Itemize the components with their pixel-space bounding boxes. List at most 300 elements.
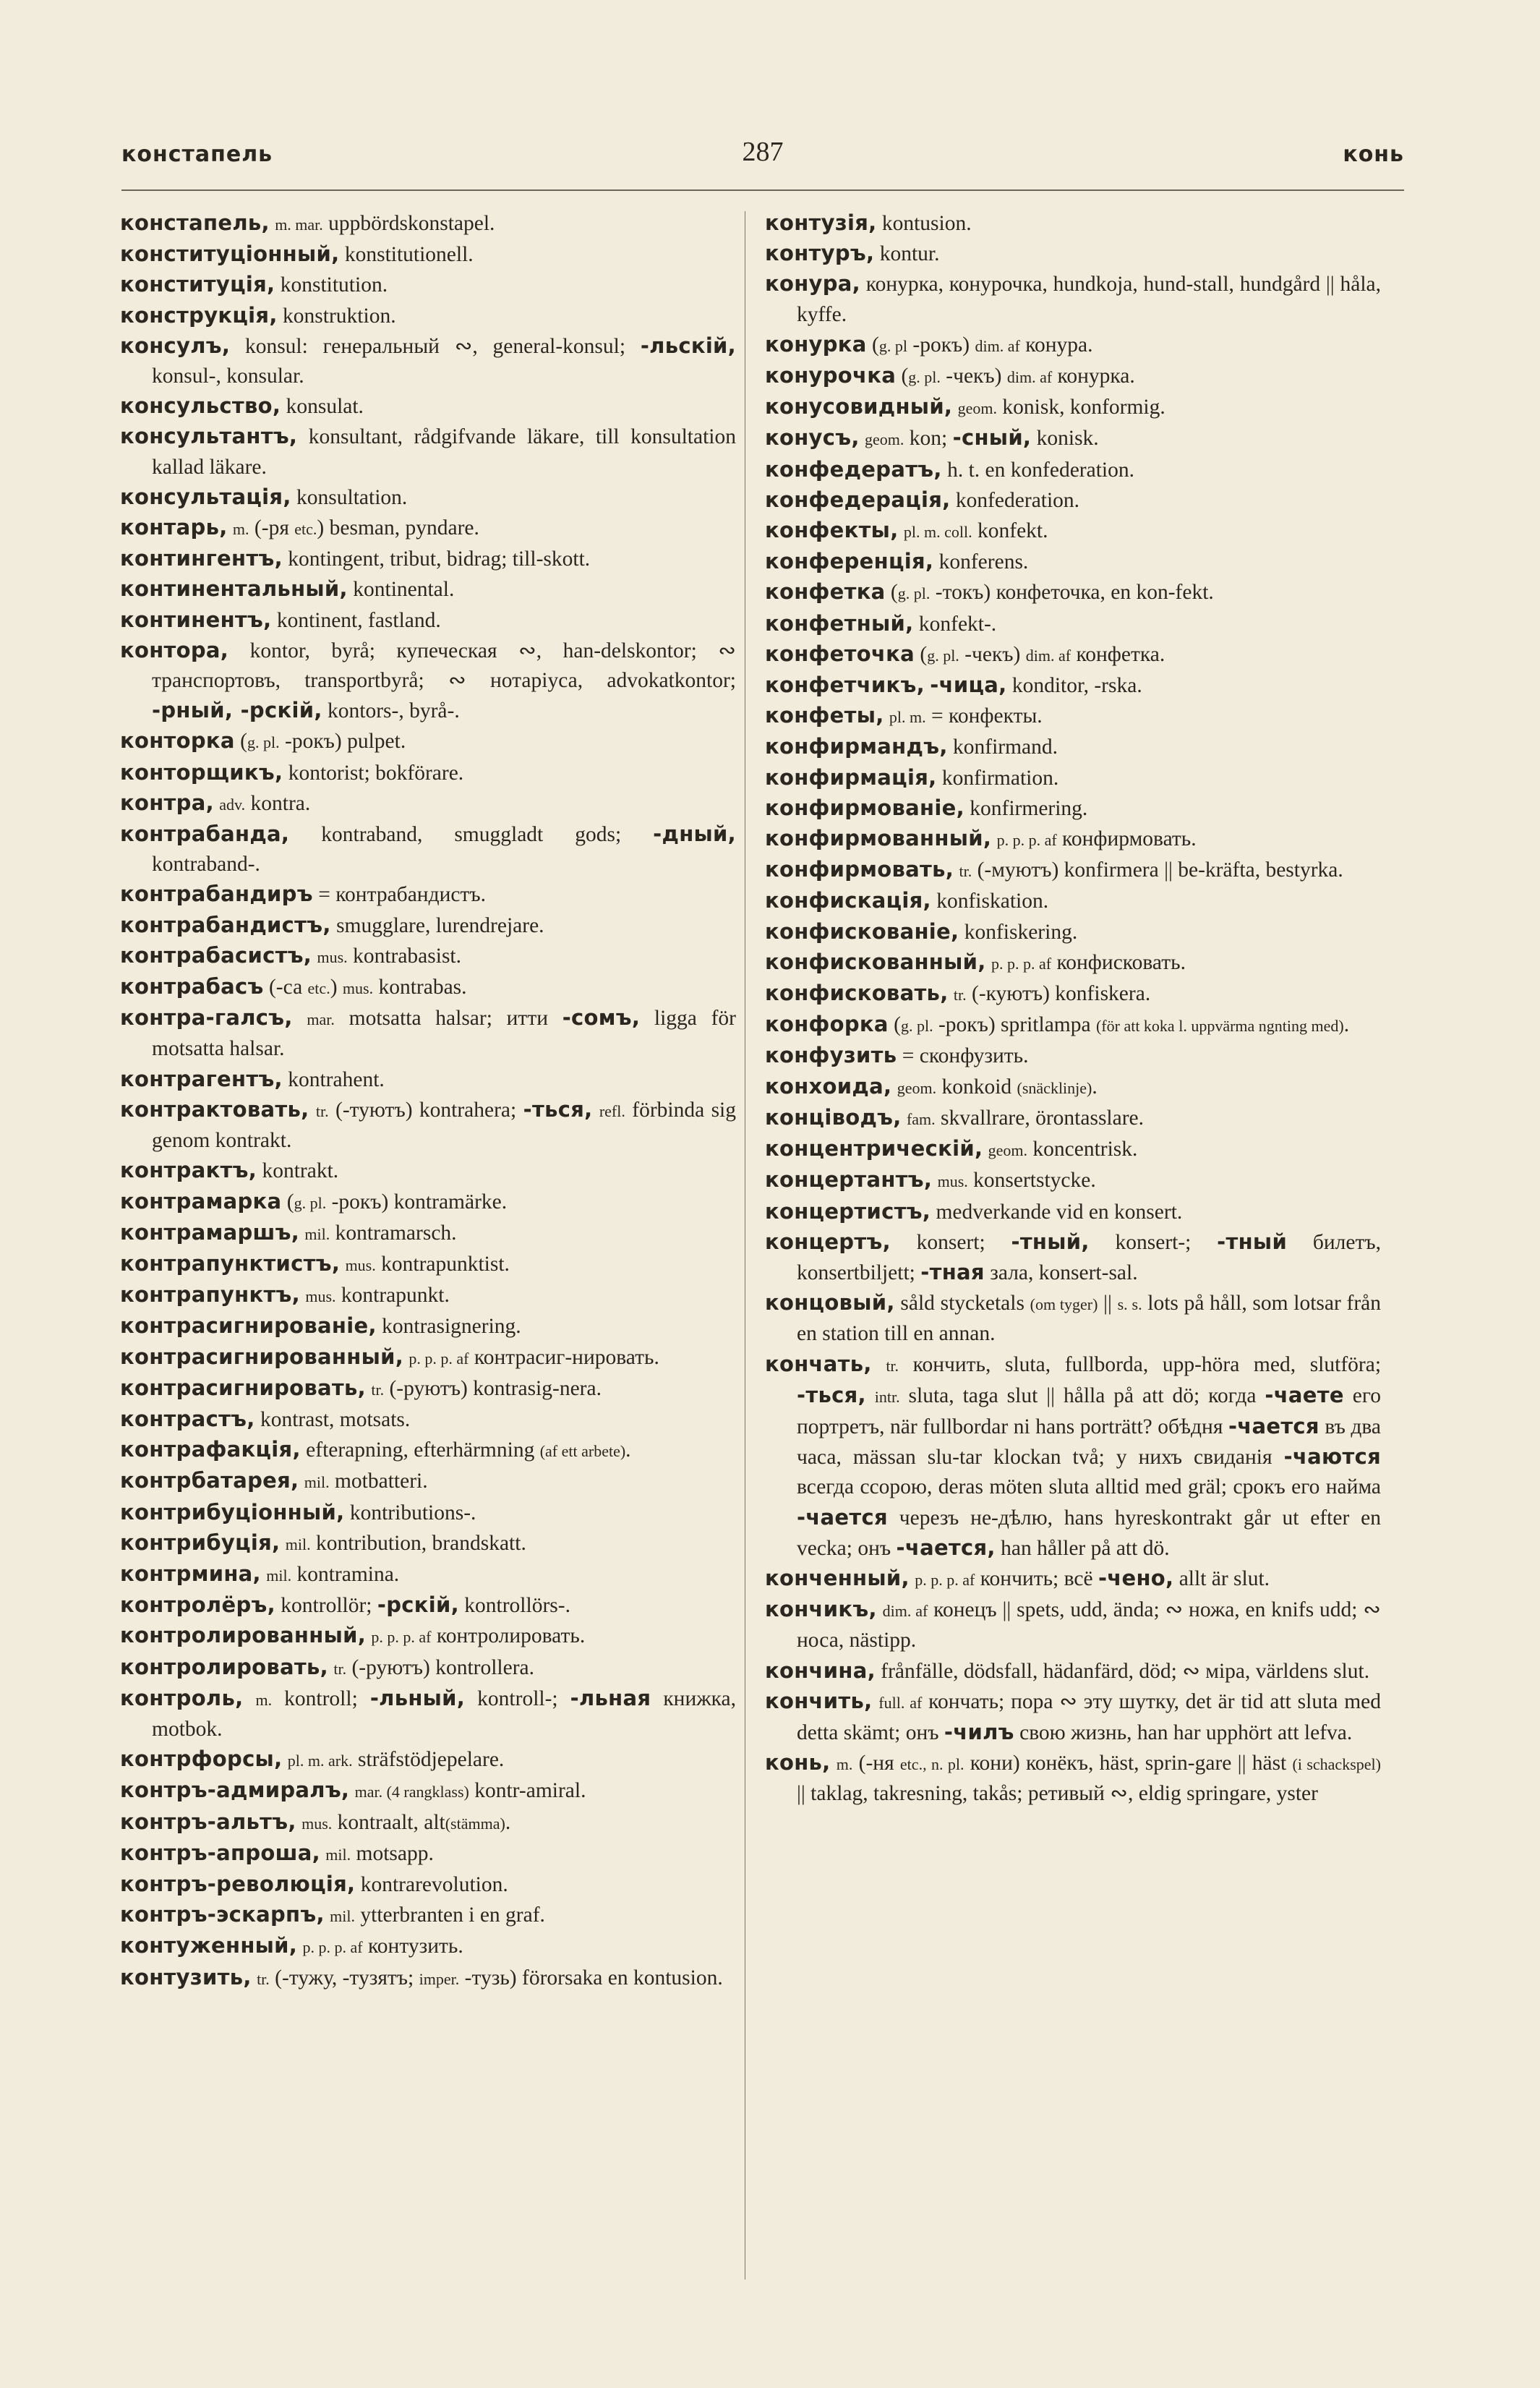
dictionary-entry: [120, 788, 736, 819]
grammar-label: etc., n. pl.: [899, 1755, 964, 1774]
definition-text: förbinda sig genom kontrakt.: [152, 1098, 736, 1153]
dictionary-entry: [765, 1564, 1381, 1595]
dictionary-entry: [120, 1342, 736, 1373]
headword: контрамаршъ,: [120, 1219, 300, 1245]
dictionary-entry: [120, 726, 736, 757]
dictionary-entry: [120, 331, 736, 391]
definition-text: [299, 1470, 304, 1493]
dictionary-entry: [765, 1288, 1381, 1349]
grammar-label: fam.: [906, 1109, 936, 1128]
definition-text: konfirmation.: [936, 766, 1059, 790]
dictionary-entry: [120, 1435, 736, 1466]
headword: конфирмованіе,: [765, 795, 964, 820]
definition-text: kontraband, smuggladt gods;: [289, 823, 654, 847]
definition-text: черезъ не-дѣлю, hans hyreskontrakt går ut efter en vecka; онъ: [797, 1506, 1381, 1560]
grammar-label: dim. af: [1006, 368, 1053, 387]
definition-text: .: [1092, 1075, 1098, 1099]
dictionary-entry: [765, 701, 1381, 732]
dictionary-entry: [765, 639, 1381, 670]
headword: концертистъ,: [765, 1198, 931, 1224]
dictionary-entry: [120, 422, 736, 482]
headword: конь,: [765, 1750, 831, 1775]
dictionary-entry: [765, 609, 1381, 639]
headword: концертантъ,: [765, 1167, 933, 1193]
dictionary-entry: [120, 1684, 736, 1744]
definition-text: (-руютъ) kontrasig-nera.: [384, 1376, 602, 1400]
definition-text: kontorist; bokförare.: [283, 761, 464, 785]
dictionary-entry: [765, 1748, 1381, 1809]
dictionary-entry: [120, 1869, 736, 1900]
headword: контрапунктистъ,: [120, 1250, 341, 1276]
definition-text: -рокъ) kontramärke.: [326, 1190, 508, 1214]
inflection: -чено,: [1098, 1565, 1174, 1590]
grammar-label: (stämma): [445, 1814, 505, 1833]
definition-text: allt är slut.: [1173, 1566, 1270, 1590]
dictionary-entry: [765, 485, 1381, 516]
headword: контрактъ,: [120, 1158, 257, 1183]
dictionary-entry: [120, 1065, 736, 1095]
definition-text: -чекъ): [940, 364, 1007, 388]
definition-text: контузить.: [362, 1935, 463, 1958]
headword: конституціонный,: [120, 242, 340, 267]
definition-text: [860, 427, 865, 450]
definition-text: (-руютъ) kontrollera.: [346, 1655, 535, 1679]
definition-text: [991, 827, 996, 850]
definition-text: kontingent, tribut, bidrag; till-skott.: [282, 547, 591, 571]
grammar-label: mar. (4 rangklass): [354, 1783, 469, 1801]
grammar-label: s. s.: [1117, 1295, 1142, 1314]
definition-text: (: [896, 364, 909, 388]
page-number: 287: [742, 137, 784, 167]
dictionary-entry: [120, 1963, 736, 1994]
grammar-label: full. af: [878, 1693, 923, 1712]
grammar-label: (i schackspel): [1292, 1755, 1381, 1774]
headword: контролированный,: [120, 1623, 367, 1648]
definition-text: [866, 1384, 875, 1407]
definition-text: motsatta halsar; итти: [334, 1007, 562, 1031]
grammar-label: imper.: [419, 1969, 460, 1988]
grammar-label: mil.: [325, 1845, 351, 1864]
dictionary-entry: [120, 544, 736, 574]
headword: конфедератъ,: [765, 456, 942, 482]
definition-text: konfekt.: [972, 519, 1048, 543]
inflection: -чается,: [896, 1535, 996, 1560]
grammar-label: refl.: [599, 1101, 625, 1120]
definition-text: конурка.: [1052, 364, 1135, 388]
definition-text: [592, 1099, 599, 1122]
grammar-label: dim. af: [1025, 646, 1071, 665]
definition-text: medverkande vid en konsert.: [931, 1200, 1183, 1224]
definition-text: efterapning, efterhärmning: [300, 1438, 540, 1462]
headword: контрибуціонный,: [120, 1499, 345, 1525]
dictionary-entry: [765, 1227, 1381, 1288]
definition-text: [902, 1106, 907, 1130]
definition-text: lots på håll, som lotsar från en station till en annan.: [797, 1292, 1382, 1346]
definition-text: [296, 1811, 301, 1834]
dictionary-entry: [120, 270, 736, 300]
definition-text: конфисковать.: [1051, 950, 1186, 974]
headword: конфетный,: [765, 610, 914, 636]
grammar-label: m.: [255, 1690, 273, 1709]
headword: конурочка: [765, 363, 897, 388]
running-head-left: констапель: [121, 142, 273, 167]
definition-text: kontrollörs-.: [458, 1594, 570, 1618]
headword: контръ-апроша,: [120, 1840, 320, 1865]
dictionary-entry: [120, 636, 736, 727]
headword: контрфорсы,: [120, 1747, 283, 1772]
inflection: -чается: [797, 1504, 888, 1530]
definition-text: kontrakt.: [257, 1159, 339, 1183]
definition-text: (: [866, 333, 879, 357]
inflection: -рный, -рскій,: [152, 698, 322, 723]
dictionary-entry: [120, 1187, 736, 1218]
definition-text: [280, 1532, 285, 1555]
dictionary-entry: [120, 1498, 736, 1528]
definition-text: kontrahent.: [282, 1067, 385, 1091]
grammar-label: mil.: [304, 1473, 330, 1492]
definition-text: kontraalt, alt: [332, 1810, 445, 1834]
definition-text: konsertstycke.: [967, 1169, 1096, 1193]
dictionary-entry: [120, 1590, 736, 1621]
definition-text: kontrabas.: [373, 976, 467, 999]
definition-text: konsultation.: [291, 485, 408, 509]
definition-text: книжка, motbok.: [152, 1686, 736, 1741]
definition-text: [340, 1253, 345, 1276]
dictionary-entry: [120, 1156, 736, 1186]
definition-text: motbatteri.: [329, 1470, 428, 1493]
definition-text: въ два часа, mässan slu-tar klockan två; у нихъ свиданія: [797, 1415, 1381, 1470]
definition-text: ): [330, 976, 343, 999]
definition-text: (: [234, 730, 247, 754]
definition-text: kontor, byrå; купеческая ∾, han-delskontor; ∾ транспортовъ, transportbyrå; ∾ нотаріуса, advokatkontor;: [152, 639, 736, 693]
definition-text: kontribution, brandskatt.: [310, 1531, 526, 1555]
definition-text: -рокъ) pulpet.: [279, 730, 406, 754]
grammar-label: intr.: [874, 1387, 900, 1406]
definition-text: .: [625, 1438, 631, 1462]
inflection: -дный,: [653, 822, 736, 847]
headword: контрактовать,: [120, 1096, 309, 1122]
headword: контрабанда,: [120, 822, 290, 847]
definition-text: контролировать.: [431, 1624, 586, 1648]
grammar-label: geom.: [897, 1078, 937, 1097]
dictionary-entry: [765, 577, 1381, 608]
headword: контръ-эскарпъ,: [120, 1902, 325, 1927]
definition-text: [349, 1779, 354, 1802]
grammar-label: m.: [836, 1755, 853, 1774]
definition-text: såld stycketals: [894, 1292, 1030, 1315]
definition-text: konkoid: [936, 1075, 1017, 1099]
definition-text: ligga för motsatta halsar.: [152, 1007, 736, 1061]
grammar-label: (snäcklinje): [1017, 1078, 1092, 1097]
grammar-label: g. pl.: [908, 368, 941, 387]
headword: контра-галсъ,: [120, 1005, 293, 1031]
grammar-label: dim. af: [882, 1602, 928, 1621]
headword: конфедерація,: [765, 487, 951, 512]
grammar-label: pl. m. ark.: [287, 1752, 353, 1770]
dictionary-entry: [120, 1218, 736, 1249]
definition-text: всегда ссорою, deras möten sluta alltid med gräl; срокъ его найма: [797, 1475, 1381, 1499]
headword: конусъ,: [765, 425, 860, 451]
definition-text: konfiskering.: [959, 920, 1078, 944]
dictionary-entry: [765, 330, 1381, 361]
grammar-label: mus.: [301, 1814, 333, 1833]
definition-text: конурка, конурочка, hundkoja, hund-stall, hundgård || håla, kyffe.: [797, 273, 1381, 326]
definition-text: konsert;: [890, 1230, 1011, 1254]
grammar-label: g. pl.: [927, 646, 959, 665]
definition-text: (: [888, 1013, 901, 1037]
grammar-label: tr.: [953, 986, 967, 1005]
headword: конфеты,: [765, 703, 884, 728]
grammar-label: (om tyger): [1030, 1295, 1098, 1314]
headword: конхоида,: [765, 1073, 892, 1099]
grammar-label: p. p. p. af: [371, 1628, 432, 1647]
grammar-label: mus.: [305, 1287, 336, 1306]
dictionary-entry: [120, 1249, 736, 1280]
dictionary-entry: [765, 793, 1381, 824]
definition-text: -тузь) förorsaka en kontusion.: [459, 1966, 723, 1990]
definition-text: (-са: [263, 976, 308, 999]
dictionary-entry: [765, 1041, 1381, 1071]
definition-text: (: [914, 642, 928, 666]
dictionary-entry: [765, 455, 1381, 485]
left-column: [120, 208, 736, 1994]
dictionary-entry: [765, 732, 1381, 762]
headword: контингентъ,: [120, 546, 283, 571]
headword: конурка: [765, 331, 867, 357]
definition-text: конфирмовать.: [1056, 827, 1197, 851]
grammar-label: etc.: [307, 979, 330, 998]
headword: контрабандиръ: [120, 882, 313, 907]
dictionary-entry: [765, 1134, 1381, 1165]
definition-text: (-туютъ) kontrahera;: [328, 1098, 523, 1122]
definition-text: kontinent, fastland.: [271, 608, 441, 632]
definition-text: [986, 951, 991, 974]
definition-text: kontr-amiral.: [469, 1779, 586, 1803]
definition-text: kontrasignering.: [376, 1315, 521, 1339]
headword: конфирмація,: [765, 764, 937, 790]
headword: контрибуція,: [120, 1530, 281, 1555]
definition-text: || taklag, takresning, takås; ретивый ∾, eldig springare, yster: [797, 1782, 1318, 1806]
headword: континентъ,: [120, 607, 272, 632]
inflection: -тный,: [1011, 1229, 1090, 1254]
headword: конфорка: [765, 1012, 889, 1037]
dictionary-entry: [120, 239, 736, 270]
grammar-label: (af ett arbete): [539, 1442, 626, 1461]
inflection: -льная: [570, 1685, 651, 1710]
definition-text: kontributions-.: [344, 1501, 476, 1525]
headword: конченный,: [765, 1565, 910, 1590]
definition-text: [891, 1075, 897, 1099]
grammar-label: tr.: [315, 1101, 329, 1120]
dictionary-entry: [120, 1466, 736, 1497]
dictionary-entry: [765, 1072, 1381, 1103]
definition-text: kontrollör;: [275, 1594, 377, 1618]
dictionary-entry: [765, 1197, 1381, 1227]
dictionary-entry: [765, 423, 1381, 454]
grammar-label: mil.: [285, 1535, 311, 1553]
definition-text: smugglare, lurendrejare.: [330, 913, 544, 937]
headword: конусовидный,: [765, 394, 953, 419]
grammar-label: adv.: [219, 795, 246, 814]
dictionary-entry: [765, 947, 1381, 978]
grammar-label: (för att koka l. uppvärma ngnting med): [1095, 1017, 1344, 1036]
headword: контра,: [120, 790, 214, 815]
definition-text: ytterbranten i en graf.: [355, 1903, 545, 1927]
dictionary-entry: [120, 1900, 736, 1931]
definition-text: -токъ) конфеточка, en kon-fekt.: [930, 581, 1214, 605]
definition-text: (: [885, 581, 898, 605]
dictionary-entry: [765, 917, 1381, 947]
headword: контръ-революція,: [120, 1871, 356, 1896]
dictionary-entry: [765, 208, 1381, 239]
dictionary-entry: [120, 972, 736, 1003]
dictionary-entry: [765, 763, 1381, 793]
dictionary-entry: [120, 1621, 736, 1652]
grammar-label: geom.: [988, 1141, 1028, 1160]
definition-text: kontroll-;: [465, 1686, 570, 1710]
headword: контузія,: [765, 210, 877, 235]
headword: контузить,: [120, 1964, 252, 1990]
definition-text: kontrapunkt.: [335, 1284, 450, 1308]
inflection: -чилъ: [944, 1719, 1014, 1744]
definition-text: sluta, taga slut || hålla på att dö; когда: [899, 1383, 1265, 1407]
inflection: -сный,: [952, 425, 1032, 451]
definition-text: [932, 1169, 937, 1192]
headword: консулъ,: [120, 333, 231, 358]
grammar-label: mil.: [266, 1566, 292, 1585]
grammar-label: dim. af: [975, 336, 1020, 355]
definition-text: kontur.: [874, 242, 940, 266]
grammar-label: mus.: [342, 979, 374, 998]
headword: контролировать,: [120, 1654, 328, 1679]
definition-text: [952, 396, 957, 419]
dictionary-entry: [765, 1686, 1381, 1748]
headword: конфирмандъ,: [765, 734, 948, 759]
dictionary-entry: [765, 1595, 1381, 1655]
definition-text: [297, 1935, 302, 1958]
headword: конторщикъ,: [120, 759, 283, 785]
definition-text: кони) конёкъ, häst, sprin-gare || häst: [964, 1752, 1293, 1775]
inflection: -чается: [1228, 1413, 1319, 1438]
definition-text: kontramarsch.: [330, 1221, 457, 1245]
definition-text: konfirmering.: [964, 796, 1088, 820]
headword: констапель,: [120, 210, 270, 235]
headword: контрбатарея,: [120, 1468, 299, 1493]
dictionary-entry: [765, 1656, 1381, 1686]
headword: конфискованіе,: [765, 918, 959, 944]
headword: контрасигнированный,: [120, 1344, 404, 1369]
definition-text: контрасиг-нировать.: [469, 1345, 659, 1369]
definition-text: билетъ, konsertbiljett;: [797, 1230, 1381, 1284]
grammar-label: tr.: [886, 1356, 899, 1375]
definition-text: (-куютъ) konfiskera.: [966, 982, 1151, 1006]
dictionary-entry: [120, 1744, 736, 1775]
definition-text: sträfstödjepelare.: [352, 1748, 505, 1772]
dictionary-entry: [765, 855, 1381, 886]
definition-text: [877, 1598, 883, 1621]
headword: конфирмованный,: [765, 826, 992, 851]
dictionary-entry: [120, 879, 736, 910]
inflection: -льскій,: [640, 333, 736, 358]
definition-text: kontusion.: [876, 212, 972, 235]
definition-text: кончить, sluta, fullborda, upp-höra med, slutföra;: [899, 1352, 1382, 1376]
dictionary-entry: [765, 886, 1381, 916]
definition-text: кончить; всё: [975, 1566, 1098, 1590]
definition-text: [228, 516, 233, 540]
headword: контрагентъ,: [120, 1066, 283, 1091]
dictionary-entry: [765, 1103, 1381, 1134]
definition-text: = контрабандистъ.: [312, 883, 486, 907]
dictionary-entry: [120, 941, 736, 972]
headword: концертъ,: [765, 1229, 891, 1254]
grammar-label: mil.: [304, 1224, 330, 1243]
grammar-label: tr.: [371, 1380, 385, 1399]
inflection: -ться,: [797, 1382, 866, 1407]
grammar-label: tr.: [333, 1659, 347, 1678]
dictionary-entry: [765, 516, 1381, 547]
headword: конфеточка: [765, 641, 915, 666]
definition-text: konsul-, konsular.: [152, 364, 304, 388]
grammar-label: p. p. p. af: [991, 954, 1052, 973]
headword: кончикъ,: [765, 1597, 877, 1622]
definition-text: konfederation.: [950, 488, 1080, 512]
definition-text: -чекъ): [959, 642, 1026, 666]
definition-text: konstitution.: [275, 273, 388, 297]
grammar-label: mus.: [937, 1172, 968, 1191]
definition-text: konfirmand.: [947, 735, 1058, 759]
definition-text: konstruktion.: [277, 304, 396, 328]
definition-text: ) besman, pyndare.: [317, 516, 479, 540]
headword: конура,: [765, 271, 860, 297]
definition-text: motsapp.: [351, 1841, 434, 1865]
inflection: -ться,: [523, 1096, 593, 1122]
headword: конституція,: [120, 272, 275, 297]
headword: контрамарка: [120, 1188, 282, 1214]
definition-text: [899, 519, 904, 542]
definition-text: (-муютъ) konfirmera || be-kräfta, bestyrka.: [972, 858, 1343, 882]
headword: конціводъ,: [765, 1104, 902, 1130]
definition-text: его портретъ, när fullbordar ni hans porträtt? обѣдня: [797, 1383, 1381, 1438]
inflection: -сомъ,: [562, 1005, 641, 1031]
headword: консультація,: [120, 484, 291, 509]
headword: контрасигнированіе,: [120, 1313, 377, 1339]
definition-text: konditor, -rska.: [1006, 674, 1142, 698]
definition-text: = конфекты.: [925, 704, 1043, 728]
running-head-right: конь: [1343, 142, 1404, 167]
definition-text: (-ря: [249, 516, 295, 540]
dictionary-entry: [120, 301, 736, 331]
dictionary-entry: [765, 1349, 1381, 1564]
headword: консультантъ,: [120, 424, 298, 449]
headword: конфекты,: [765, 518, 899, 543]
definition-text: han håller på att dö.: [995, 1536, 1170, 1560]
definition-text: конфетка.: [1071, 642, 1165, 666]
inflection: -тная: [920, 1259, 985, 1284]
page-header: [121, 137, 1404, 178]
definition-text: konisk, konformig.: [997, 396, 1165, 419]
grammar-label: m. mar.: [275, 216, 323, 234]
dictionary-entry: [120, 1373, 736, 1404]
definition-text: .: [1343, 1013, 1350, 1037]
dictionary-entry: [120, 819, 736, 879]
definition-text: [243, 1687, 255, 1710]
grammar-label: mar.: [307, 1010, 335, 1029]
headword: кончить,: [765, 1688, 873, 1713]
definition-text: кончать; пора ∾ эту шутку, det är tid att sluta med detta skämt; онъ: [797, 1689, 1381, 1744]
definition-text: [282, 1748, 287, 1771]
definition-text: kontra.: [245, 791, 311, 815]
definition-text: = сконфузить.: [897, 1044, 1029, 1068]
